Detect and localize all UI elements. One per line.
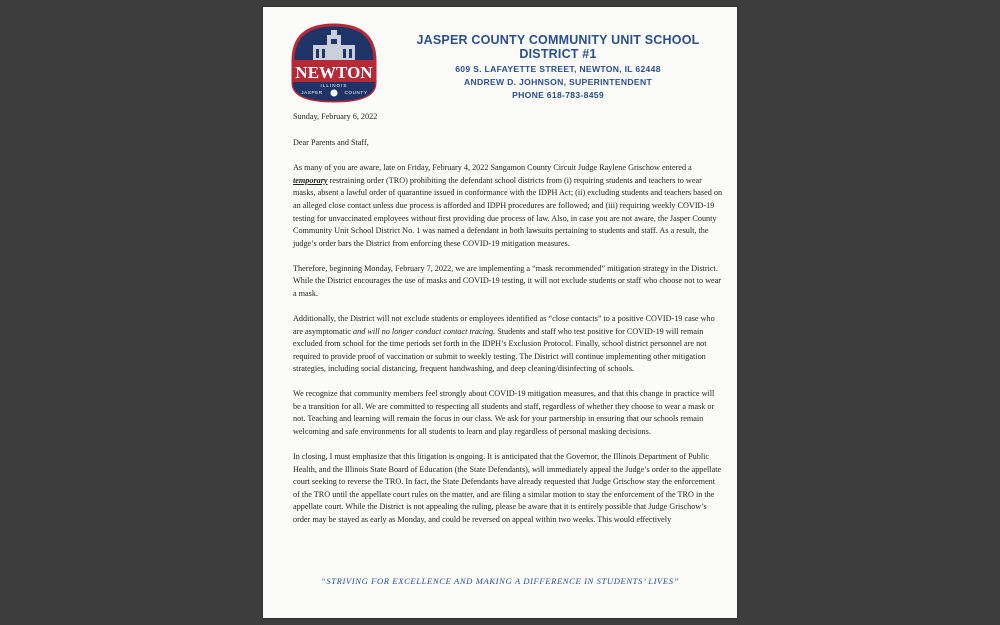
logo-county-right: COUNTY [344, 90, 368, 95]
letterhead [393, 33, 723, 102]
logo-state-name: ILLINOIS [320, 83, 348, 88]
paragraph-3 [293, 313, 723, 376]
paragraph-5: In closing, I must emphasize that this litigation is ongoing. It is anticipated that the Governor, the Illinois Department of Public Health, and the Illinois State Board of Education (the State Defendants), will immediately appeal the Judge’s order to the appellate court seeking to reverse the TRO. In fact, the State Defendants have already requested that Judge Grischow stay the enforcement of the TRO until the appellate court rules on the matter, and are filing a similar motion to stay the enforcement of the TRO in the appellate court. While the District is not appealing the ruling, please be aware that it is entirely possible that Judge Grischow’s order may be stayed as early as Monday, and could be reversed on appeal within two weeks. This would effectively [293, 452, 722, 524]
paragraph-1 [293, 162, 723, 250]
newton-illinois-logo [287, 21, 381, 105]
district-name: JASPER COUNTY COMMUNITY UNIT SCHOOL DISTRICT #1 [416, 33, 700, 61]
letter-body [293, 111, 723, 539]
paragraph-1-text-a: As many of you are aware, late on Friday, February 4, 2022 Sangamon County Circuit Judge Raylene Grischow entered a [293, 163, 692, 173]
paragraph-1-text-b: restraining order (TRO) prohibiting the defendant school districts from (i) requiring students and teachers to wear masks, absent a lawful order of quarantine issued in conformance with the IDPH Act; (ii) excluding students and teachers based on an alleged close contact unless due process is afforded and IDPH procedures are followed; and (iii) requiring weekly COVID-19 testing for unvaccinated employees without first providing due process of law. Also, in case you are not aware, the Jasper County Community Unit School District No. 1 was named a defendant in both lawsuits pertaining to students and staff. As a result, the judge’s order bars the District from enforcing these COVID-19 mitigation measures. [293, 175, 723, 248]
logo-county-left: JASPER [301, 90, 323, 95]
letter-date: Sunday, February 6, 2022 [293, 112, 378, 121]
paragraph-4: We recognize that community members feel strongly about COVID-19 mitigation measures, and that this change in practice will be a transition for all. We are committed to respecting all students and staff, regardless of whether they choose to wear a mask or not. Teaching and learning will remain the focus in our class. We ask for your partnership in ensuring that our schools remain welcoming and safe environments for all students to learn and play regardless of personal masking decisions. [293, 389, 715, 437]
logo-town-name: NEWTON [295, 63, 373, 82]
paragraph-3-text-b: Students and staff who test positive for COVID-19 will remain excluded from school for the time periods set forth in the IDPH’s Exclusion Protocol. Finally, school district personnel are not required to provide proof of vaccination or submit to weekly testing. The District will continue implementing other mitigation strategies, including social distancing, frequent handwashing, and deep cleaning/disinfecting of schools. [293, 326, 707, 374]
superintendent-line: ANDREW D. JOHNSON, SUPERINTENDENT [464, 77, 652, 87]
letter-page [263, 7, 737, 618]
footer-motto: “STRIVING FOR EXCELLENCE AND MAKING A DIFFERENCE IN STUDENTS’ LIVES” [320, 576, 680, 586]
paragraph-2: Therefore, beginning Monday, February 7, 2022, we are implementing a “mask recommended” mitigation strategy in the District. While the District encourages the use of masks and COVID-19 testing, it will not exclude students or staff who choose not to wear a mask. [293, 263, 722, 298]
paragraph-3-text-a: Additionally, the District will not exclude students or employees identified as “close contacts” to a positive COVID-19 case who are asymptomatic [293, 313, 715, 336]
letter-greeting: Dear Parents and Staff, [293, 137, 369, 147]
paragraph-3-emphasis: and will no longer conduct contact tracing. [353, 326, 496, 336]
logo-emblem-icon [331, 90, 338, 97]
paragraph-1-emphasis: temporary [293, 175, 328, 185]
district-address: 609 S. LAFAYETTE STREET, NEWTON, IL 62448 [455, 64, 661, 74]
phone-line: PHONE 618-783-8459 [512, 90, 604, 100]
